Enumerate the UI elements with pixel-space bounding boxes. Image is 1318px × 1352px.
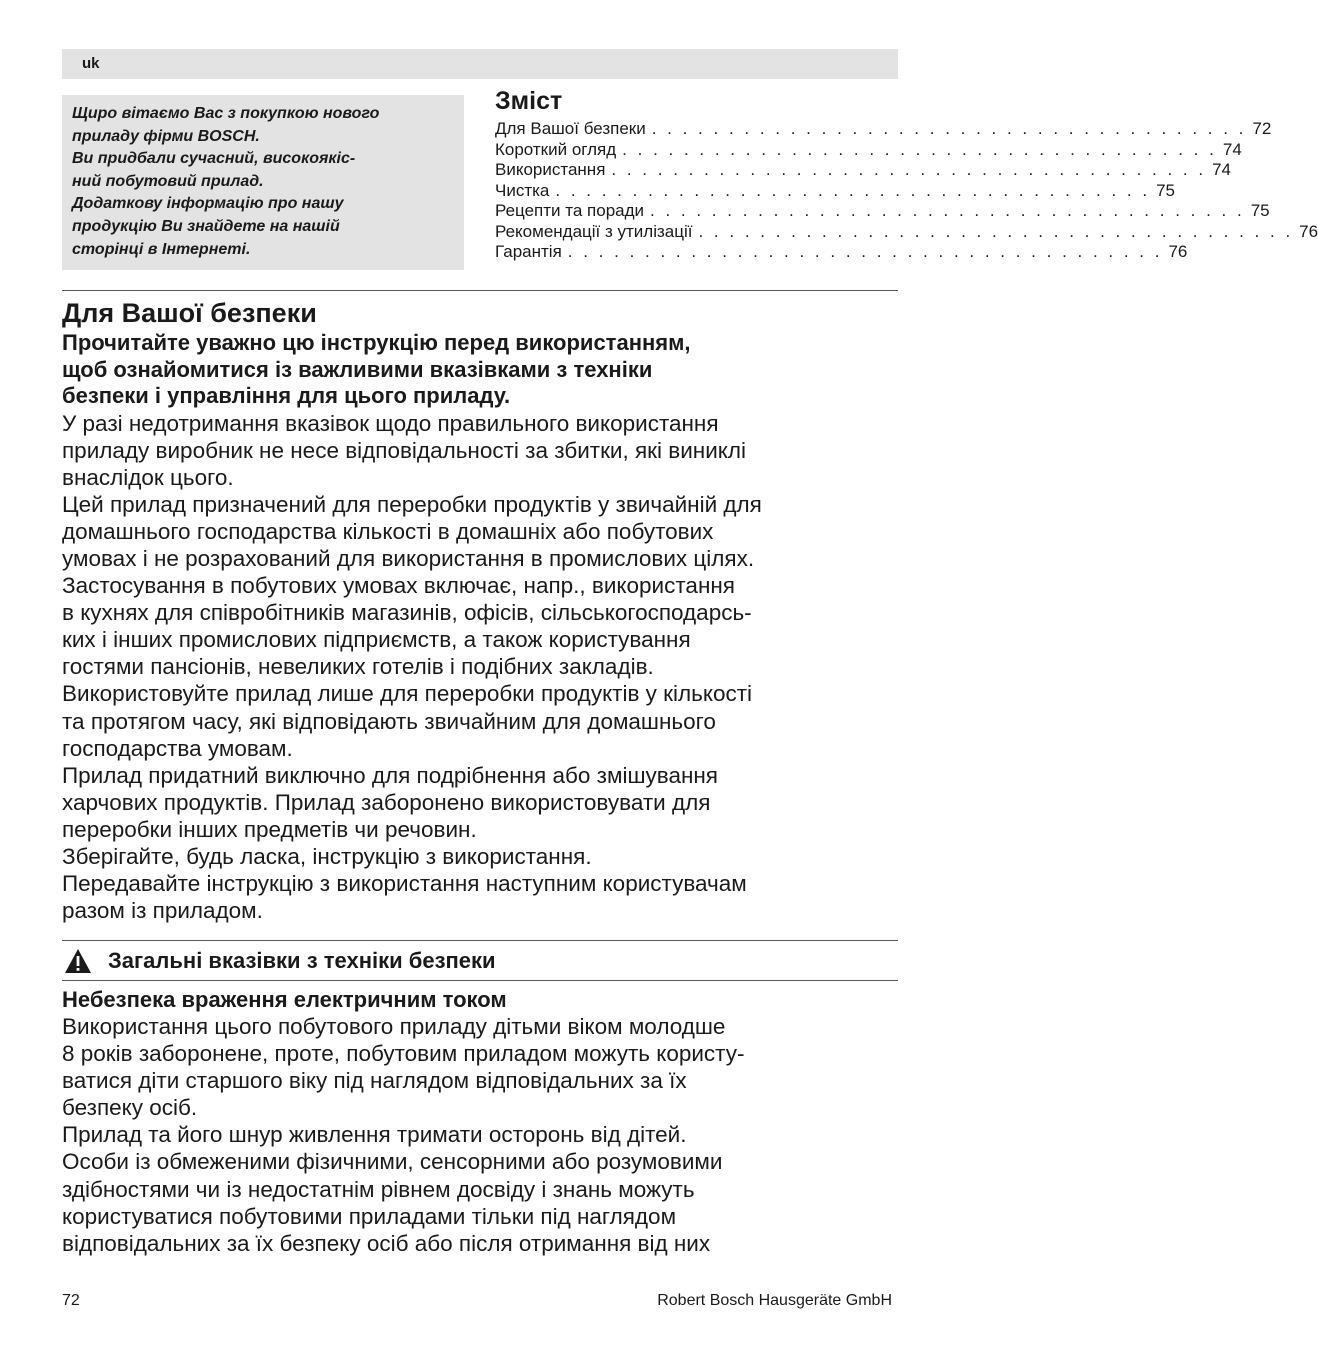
language-bar <box>62 49 898 79</box>
toc-item-label: Гарантія <box>495 242 562 261</box>
divider <box>62 290 898 291</box>
body-line: Цей прилад призначений для переробки продуктів у звичайній для <box>62 491 762 517</box>
body-line: ких і інших промислових підприємств, а також користування <box>62 627 691 653</box>
body-line: приладу виробник не несе відповідальності за збитки, які виниклі <box>62 437 747 463</box>
toc-leader: . . . . . . . . . . . . . . . . . . . . . . . . . . . . . . . . . . . . . . . <box>567 242 1163 261</box>
subsection-title: Небезпека враження електричним током <box>62 987 507 1012</box>
body-line: ватися діти старшого віку під наглядом відповідальних за їх <box>62 1068 687 1094</box>
company-name: Robert Bosch Hausgeräte GmbH <box>657 1292 892 1309</box>
toc-item[interactable] <box>495 119 1272 140</box>
body-line: домашнього господарства кількості в домашніх або побутових <box>62 518 714 544</box>
general-safety-heading <box>62 944 898 978</box>
body-line: Особи із обмеженими фізичними, сенсорними або розумовими <box>62 1149 723 1175</box>
body-line: відповідальних за їх безпеку осіб або після отримання від них <box>62 1230 711 1256</box>
divider <box>62 940 898 941</box>
body-line: харчових продуктів. Прилад заборонено використовувати для <box>62 789 711 815</box>
body-line: безпеку осіб. <box>62 1095 198 1121</box>
warning-triangle-icon <box>64 948 92 974</box>
toc-title: Зміст <box>495 87 563 115</box>
toc-item[interactable] <box>495 242 1188 263</box>
body-line: в кухнях для співробітників магазинів, офісів, сільськогосподарсь- <box>62 600 752 626</box>
toc-item-label: Рецепти та поради <box>495 201 645 220</box>
body-line: Зберігайте, будь ласка, інструкцію з використання. <box>62 844 592 869</box>
toc-item-page: 74 <box>1222 139 1242 159</box>
language-code: uk <box>82 55 100 72</box>
toc-item[interactable] <box>495 180 1175 202</box>
divider <box>62 980 898 981</box>
body-line: Передавайте інструкцію з використання наступним користувачам <box>62 871 747 897</box>
toc-leader: . . . . . . . . . . . . . . . . . . . . . . . . . . . . . . . . . . . . . . . <box>555 180 1151 200</box>
toc-leader: . . . . . . . . . . . . . . . . . . . . . . . . . . . . . . . . . . . . . . . <box>622 139 1217 159</box>
body-line: внаслідок цього. <box>62 464 234 490</box>
toc-leader: . . . . . . . . . . . . . . . . . . . . . . . . . . . . . . . . . . . . . . . <box>611 160 1207 179</box>
section-title: Для Вашої безпеки <box>62 298 317 328</box>
body-line: Використовуйте прилад лише для переробки продуктів у кількості <box>62 681 753 707</box>
body-line: користуватися побутовими приладами тільки під наглядом <box>62 1203 677 1229</box>
body-line: Прилад придатний виключно для подрібнення або змішування <box>62 762 718 788</box>
body-line: господарства умовам. <box>62 735 293 761</box>
welcome-line: ний побутовий прилад. <box>72 172 264 190</box>
toc-item-page: 76 <box>1299 221 1318 241</box>
welcome-line: сторінці в Інтернеті. <box>72 240 251 258</box>
safety-section <box>62 298 898 924</box>
toc-item-label: Чистка <box>495 180 550 200</box>
toc-item-page: 75 <box>1250 201 1270 220</box>
body-line: У разі недотримання вказівок щодо правильного використання <box>62 410 719 436</box>
body-line: умовах і не розрахований для використання в промислових цілях. <box>62 545 755 571</box>
toc-leader: . . . . . . . . . . . . . . . . . . . . . . . . . . . . . . . . . . . . . . . <box>650 201 1245 220</box>
toc-leader: . . . . . . . . . . . . . . . . . . . . . . . . . . . . . . . . . . . . . . . <box>698 221 1294 241</box>
toc-leader: . . . . . . . . . . . . . . . . . . . . . . . . . . . . . . . . . . . . . . . <box>651 119 1247 138</box>
toc-item-page: 76 <box>1168 242 1188 261</box>
body-line: 8 років заборонене, проте, побутовим приладом можуть користу- <box>62 1041 745 1067</box>
toc-item-page: 72 <box>1252 119 1272 138</box>
electric-shock-section <box>62 986 898 1257</box>
body-line: Застосування в побутових умовах включає, напр., використання <box>62 573 735 599</box>
body-line: та протягом часу, які відповідають звичайним для домашнього <box>62 708 716 734</box>
body-line: гостями пансіонів, невеликих готелів і подібних закладів. <box>62 654 654 680</box>
page-number: 72 <box>62 1292 80 1309</box>
toc-item[interactable] <box>495 160 1232 181</box>
welcome-line: Додаткову інформацію про нашу <box>72 195 344 213</box>
body-line: Використання цього побутового приладу дітьми віком молодше <box>62 1014 726 1039</box>
lead-line: щоб ознайомитися із важливими вказівками з техніки <box>62 356 653 382</box>
welcome-line: Щиро вітаємо Вас з покупкою нового <box>72 105 380 122</box>
body-line: Прилад та його шнур живлення тримати осторонь від дітей. <box>62 1122 687 1148</box>
body-line: переробки інших предметів чи речовин. <box>62 816 477 842</box>
welcome-line: приладу фірми BOSCH. <box>72 127 260 145</box>
body-line: здібностями чи із недостатнім рівнем досвіду і знань можуть <box>62 1176 695 1202</box>
table-of-contents <box>495 85 1318 263</box>
welcome-line: Ви придбали сучасний, високоякіс- <box>72 150 356 168</box>
lead-line: безпеки і управління для цього приладу. <box>62 383 511 408</box>
toc-item-label: Рекомендації з утилізації <box>495 221 693 241</box>
toc-item[interactable] <box>495 139 1242 161</box>
welcome-box <box>62 95 464 270</box>
lead-line: Прочитайте уважно цю інструкцію перед використанням, <box>62 330 691 355</box>
toc-item-page: 74 <box>1212 160 1232 179</box>
body-line: разом із приладом. <box>62 898 263 924</box>
toc-item-label: Короткий огляд <box>495 139 617 159</box>
toc-item-label: Для Вашої безпеки <box>495 119 646 138</box>
toc-item[interactable] <box>495 221 1318 243</box>
toc-item-label: Використання <box>495 160 606 179</box>
toc-item-page: 75 <box>1156 180 1175 200</box>
general-safety-title: Загальні вказівки з техніки безпеки <box>108 948 496 973</box>
toc-item[interactable] <box>495 201 1270 222</box>
welcome-line: продукцію Ви знайдете на нашій <box>72 217 340 235</box>
